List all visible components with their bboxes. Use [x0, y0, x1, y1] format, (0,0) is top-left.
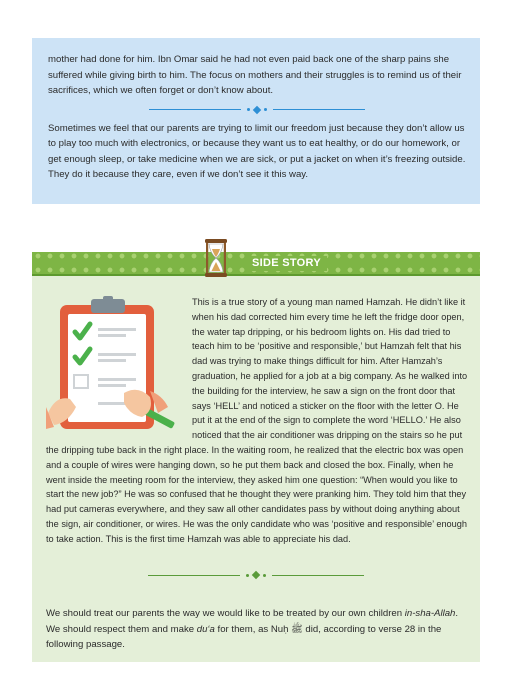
hourglass-icon: [203, 238, 229, 278]
closing-paragraph: [46, 606, 471, 653]
closing-text-2: . We should respect them and make: [46, 608, 459, 635]
closing-italic-1: in-sha-Allah: [404, 608, 456, 619]
clipboard-checklist-illustration: [46, 295, 186, 433]
intro-box: [32, 38, 480, 204]
side-story-title: SIDE STORY: [246, 256, 327, 271]
section-divider: [48, 99, 466, 121]
closing-text-1: We should treat our parents the way we would like to be treated by our own children: [46, 608, 405, 619]
side-story-text: This is a true story of a young man named Hamzah. He didn’t like it when his dad corrected him every time he left the fridge door open, the water tap dripping, or his bedroom lights on. His dad tried to teach him to be ‘positive and responsible,’ but Hamzah felt that his dad was trying to make things difficult for him. After Hamzah’s graduation, he applied for a job at a big company. As he walked into the building for the interview, he saw a sign on the front door that says ‘HELL’ and noticed a sticker on the floor with the letter O. He put it at the end of the sign to complete the word ‘HELLO.’ He also noticed that the air conditioner was dripping on the stairs so he put the dripping tube back in the right place. In the waiting room, he realized that the electric box was open and a couple of wires were hanging down, so he put them back and closed the box. Finally, when he went inside the meeting room for the interview, they asked him one question: “When would you like to start the new job?” He was so confused that he thought they were pranking him. They told him that they had put cameras everywhere, and they saw all other candidates pass by without doing anything about the sign, air conditioner, or wires. He was the only candidate who was ‘positive and responsible’ enough to take action. This is the first time Hamzah was able to appreciate his dad.: [46, 297, 468, 544]
closing-text-3: for them, as Nuḥ ﷺ did, according to verse 28 in the following passage.: [46, 623, 442, 650]
side-story-box: [32, 252, 480, 662]
side-story-content: [46, 295, 468, 547]
closing-italic-2: du‘a: [196, 623, 215, 635]
intro-paragraph-2: Sometimes we feel that our parents are trying to limit our freedom just because they don’t allow us to play too much with electronics, or because they want us to eat healthy, or do our homework, or get enough sleep, or take medicine when we are sick, or put a jacket on when it’s freezing outside. They do it because they care, even if we don’t see it this way.: [48, 122, 466, 180]
intro-paragraph-1: mother had done for him. Ibn Omar said he had not even paid back one of the sharp pains she suffered while giving birth to him. The focus on mothers and their struggles is to remind us of their sacrifices, which we often forget or don’t know about.: [48, 54, 462, 96]
section-divider-green: [32, 564, 480, 586]
